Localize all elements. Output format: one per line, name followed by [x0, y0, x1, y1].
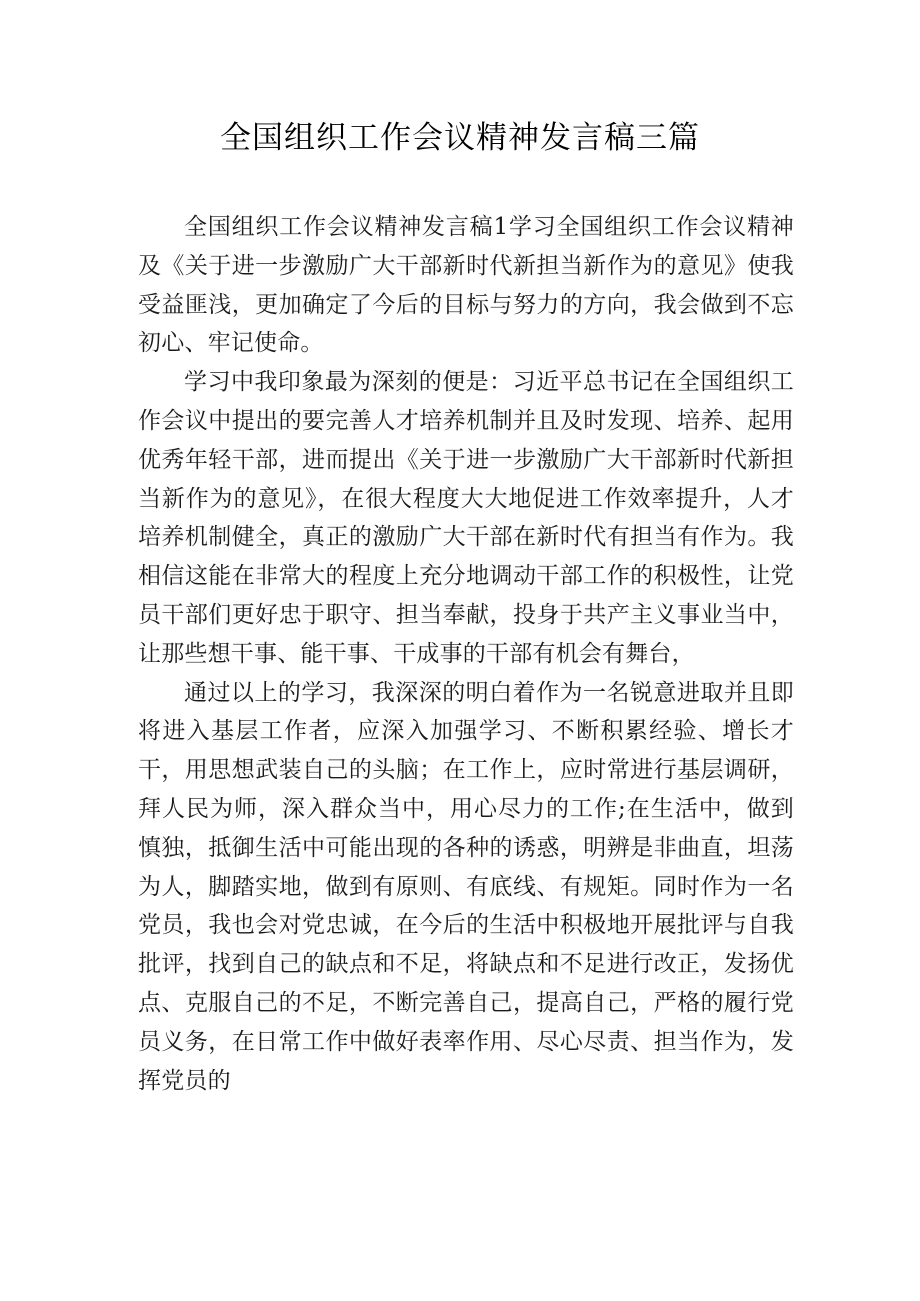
document-title: 全国组织工作会议精神发言稿三篇	[220, 120, 700, 156]
paragraph-3: 通过以上的学习，我深深的明白着作为一名锐意进取并且即将进入基层工作者，应深入加强学习、不断积累经验、增长才干，用思想武装自己的头脑；在工作上，应时常进行基层调研，拜人民为师，深入群众当中，用心尽力的工作;在生活中，做到慎独，抵御生活中可能出现的各种的诱惑，明辨是非曲直，坦荡为人，脚踏实地，做到有原则、有底线、有规矩。同时作为一名党员，我也会对党忠诚，在今后的生活中积极地开展批评与自我批评，找到自己的缺点和不足，将缺点和不足进行改正，发扬优点、克服自己的不足，不断完善自己，提高自己，严格的履行党员义务，在日常工作中做好表率作用、尽心尽责、担当作为，发挥党员的	[138, 679, 794, 1094]
paragraph-2: 学习中我印象最为深刻的便是：习近平总书记在全国组织工作会议中提出的要完善人才培养机制并且及时发现、培养、起用优秀年轻干部，进而提出《关于进一步激励广大干部新时代新担当新作为的意见》，在很大程度大大地促进工作效率提升，人才培养机制健全，真正的激励广大干部在新时代有担当有作为。我相信这能在非常大的程度上充分地调动干部工作的积极性，让党员干部们更好忠于职守、担当奉献，投身于共产主义事业当中，让那些想干事、能干事、干成事的干部有机会有舞台，	[138, 369, 794, 667]
paragraph-1: 全国组织工作会议精神发言稿1学习全国组织工作会议精神及《关于进一步激励广大干部新时代新担当新作为的意见》使我受益匪浅，更加确定了今后的目标与努力的方向，我会做到不忘初心、牢记使命。	[138, 214, 794, 357]
document-body	[138, 208, 794, 1100]
